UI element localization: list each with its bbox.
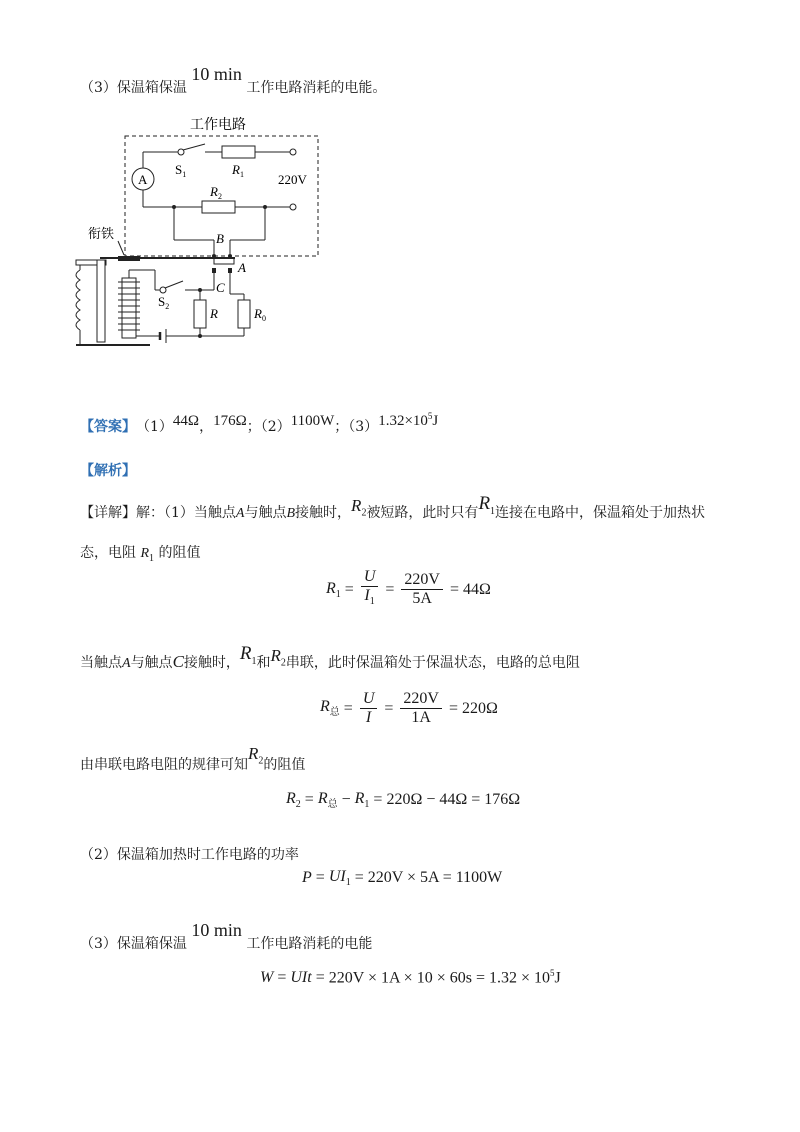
armature-label: 衔铁 bbox=[88, 226, 115, 241]
time-value: 10 min bbox=[191, 64, 242, 84]
answer-line: 【答案】 （1） 44Ω ， 176Ω ；（2） 1100W ；（3） $1.32\times 10^5J$ bbox=[80, 411, 439, 435]
switch2-blade bbox=[165, 281, 183, 288]
contact-b-label: B bbox=[216, 231, 224, 246]
resistor-r1 bbox=[222, 146, 255, 158]
part3-question: （3）保温箱保温 10 min 工作电路消耗的电能。 bbox=[80, 64, 387, 96]
spring-icon bbox=[76, 270, 80, 330]
equation-5: W = UIt = $220V \times 1A \times 10 \times 60s = 1.32 \times 10^5J$ bbox=[260, 968, 561, 987]
contact-c-label: C bbox=[216, 280, 225, 295]
resistor-r2 bbox=[202, 201, 235, 213]
detail-line-3: 当触点 A 与触点 C 接触时， $R_1$ 和 $R_2$ 串联，此时保温箱处于保温状态，电路的总电阻 bbox=[80, 643, 580, 671]
detail-line-5: （2）保温箱加热时工作电路的功率 bbox=[80, 847, 299, 863]
resistor-r0 bbox=[238, 300, 250, 328]
equation-1: $R_1$ = $\frac{U}{I_1}$ = $\frac{220V}{5A}$ = 44Ω bbox=[326, 568, 491, 608]
equation-4: P = $UI_1$ = 220V × 5A = 1100W bbox=[302, 868, 503, 889]
terminal-top bbox=[290, 149, 296, 155]
contact-a-label: A bbox=[238, 260, 246, 275]
switch1-label: $S_1$ bbox=[175, 162, 187, 179]
terminal-bottom bbox=[290, 204, 296, 210]
r2-label: $R_2$ bbox=[210, 184, 222, 201]
switch2-label: $S_2$ bbox=[158, 294, 170, 311]
analysis-tag: 【解析】 bbox=[80, 463, 136, 479]
svg-text:A: A bbox=[138, 172, 148, 187]
resistor-r bbox=[194, 300, 206, 328]
r1-label: $R_1$ bbox=[232, 162, 244, 179]
r0-label: $R_0$ bbox=[254, 306, 266, 323]
r-label: R bbox=[210, 306, 218, 321]
detail-line-6: （3）保温箱保温 10 min 工作电路消耗的电能 bbox=[80, 920, 373, 952]
coil-core bbox=[122, 278, 136, 338]
detail-line-1: 【详解】 解：（1）当触点 A 与触点 B 接触时， $R_2$ 被短路，此时只有 $R_1$ 连接在电路中，保温箱处于加热状 bbox=[80, 493, 706, 521]
voltage-label: 220V bbox=[278, 172, 307, 187]
diagram-title: 工作电路 bbox=[190, 118, 246, 133]
switch1-blade bbox=[183, 144, 205, 150]
detail-line-2: 态，电阻 $R_1$ 的阻值 bbox=[80, 545, 201, 564]
detail-line-4: 由串联电路电阻的规律可知 $R_2$ 的阻值 bbox=[80, 744, 306, 774]
circuit-diagram bbox=[70, 110, 340, 355]
equation-2: $R_总$ = $\frac{U}{I}$ = $\frac{220V}{1A}$ = 220Ω bbox=[320, 690, 498, 726]
equation-3: $R_2$ = $R_总$ − $R_1$ = 220Ω − 44Ω = 176Ω bbox=[286, 790, 521, 811]
magnet-frame bbox=[97, 260, 105, 342]
